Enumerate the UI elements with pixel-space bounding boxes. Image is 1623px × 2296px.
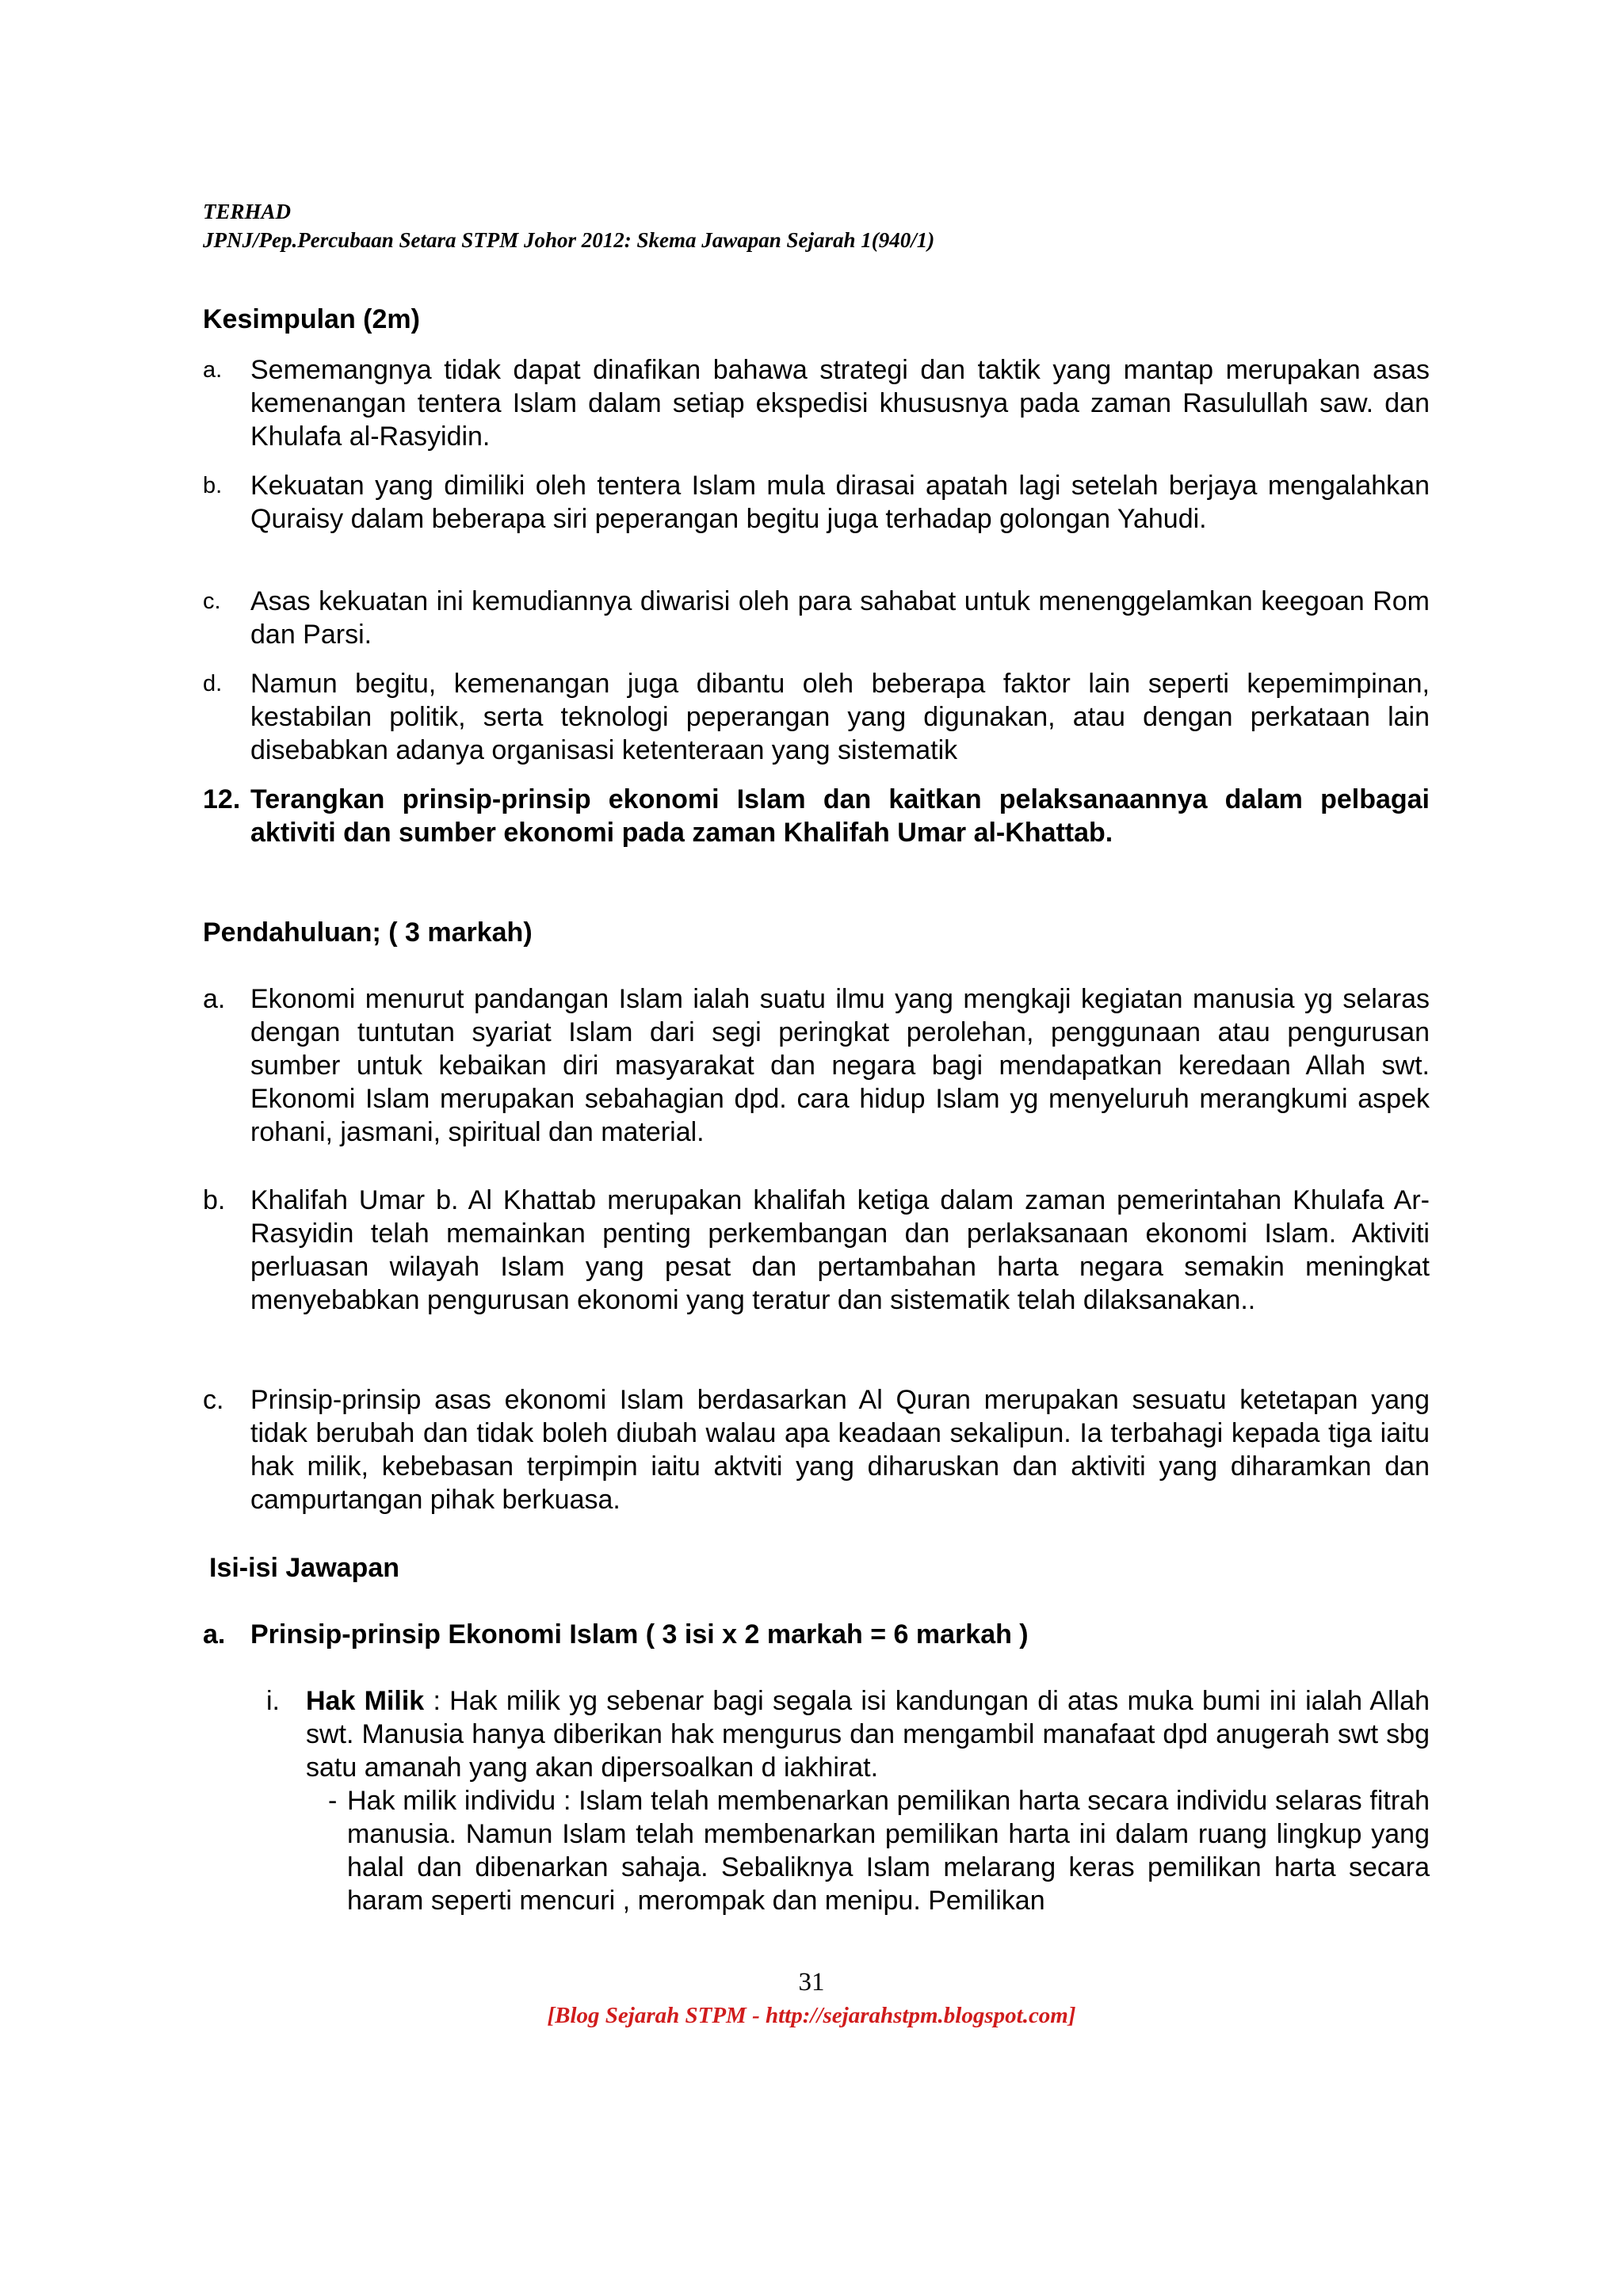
question-number: 12.	[203, 784, 241, 814]
list-marker: b.	[203, 473, 223, 498]
pendahuluan-item	[203, 1383, 1430, 1516]
blog-footer-link[interactable]: [Blog Sejarah STPM - http://sejarahstpm.blogspot.com]	[547, 2003, 1076, 2028]
pendahuluan-heading: Pendahuluan; ( 3 markah)	[203, 917, 533, 948]
question-12	[203, 783, 1430, 849]
list-marker: c.	[203, 1385, 224, 1415]
header-document-title: JPNJ/Pep.Percubaan Setara STPM Johor 2012: Skema Jawapan Sejarah 1(940/1)	[203, 228, 935, 252]
list-item-text: Kekuatan yang dimiliki oleh tentera Islam mula dirasai apatah lagi setelah berjaya mengalahkan Quraisy dalam beberapa siri peperangan begitu juga terhadap golongan Yahudi.	[250, 471, 1430, 534]
list-item-text: Prinsip-prinsip asas ekonomi Islam berdasarkan Al Quran merupakan sesuatu ketetapan yang tidak berubah dan tidak boleh diubah walau apa keadaan sekalipun. Ia terbahagi kepada tiga iaitu hak milik, kebebasan terpimpin iaitu aktviti yang diharuskan dan aktiviti yang diharamkan dan campurtangan pihak berkuasa.	[250, 1385, 1430, 1515]
roman-marker: i.	[266, 1686, 280, 1716]
hak-milik-point	[203, 1684, 1430, 1784]
list-item-text: Khalifah Umar b. Al Khattab merupakan khalifah ketiga dalam zaman pemerintahan Khulafa Ar-Rasyidin telah memainkan penting perkembangan dan perlaksanaan ekonomi Islam. Aktiviti perluasan wilayah Islam yang pesat dan pertambahan harta negara semakin meningkat menyebabkan pengurusan ekonomi yang teratur dan sistematik telah dilaksanakan..	[250, 1185, 1430, 1315]
header-restricted-label: TERHAD	[203, 200, 292, 223]
isi-heading: Isi-isi Jawapan	[209, 1553, 399, 1583]
list-marker: a.	[203, 984, 226, 1014]
kesimpulan-item	[203, 667, 1430, 767]
hak-milik-individu	[203, 1784, 1430, 1917]
point-title: Hak Milik	[306, 1686, 425, 1716]
list-item-text: Asas kekuatan ini kemudiannya diwarisi oleh para sahabat untuk menenggelamkan keegoan Rom dan Parsi.	[250, 586, 1430, 650]
list-marker: a.	[203, 1619, 226, 1650]
list-marker: d.	[203, 671, 223, 696]
question-text: Terangkan prinsip-prinsip ekonomi Islam dan kaitkan pelaksanaannya dalam pelbagai aktiviti dan sumber ekonomi pada zaman Khalifah Umar al-Khattab.	[250, 784, 1430, 848]
list-marker: a.	[203, 357, 223, 383]
kesimpulan-item	[203, 353, 1430, 453]
pendahuluan-item	[203, 1184, 1430, 1317]
dash-text: Hak milik individu : Islam telah membenarkan pemilikan harta secara individu selaras fitrah manusia. Namun Islam telah membenarkan pemilikan harta ini dalam ruang lingkup yang halal dan dibenarkan sahaja. Sebaliknya Islam melarang keras pemilikan harta secara haram seperti mencuri , merompak dan menipu. Pemilikan	[347, 1786, 1430, 1916]
isi-subheading	[203, 1618, 1430, 1651]
dash-marker: -	[328, 1786, 338, 1816]
list-item-text: Sememangnya tidak dapat dinafikan bahawa strategi dan taktik yang mantap merupakan asas kemenangan tentera Islam dalam setiap ekspedisi khususnya pada zaman Rasulullah saw. dan Khulafa al-Rasyidin.	[250, 355, 1430, 452]
list-marker: c.	[203, 589, 221, 614]
list-item-text: Ekonomi menurut pandangan Islam ialah suatu ilmu yang mengkaji kegiatan manusia yg selaras dengan tuntutan syariat Islam dari segi peringkat perolehan, penggunaan atau pengurusan sumber untuk kebaikan diri masyarakat dan negara bagi mendapatkan keredaan Allah swt. Ekonomi Islam merupakan sebahagian dpd. cara hidup Islam yg menyeluruh merangkumi aspek rohani, jasmani, spiritual dan material.	[250, 984, 1430, 1147]
page-number: 31	[798, 1968, 825, 1997]
point-body: : Hak milik yg sebenar bagi segala isi kandungan di atas muka bumi ini ialah Allah swt. Manusia hanya diberikan hak mengurus dan mengambil manafaat dpd anugerah swt sbg satu amanah yang akan dipersoalkan d iakhirat.	[306, 1686, 1430, 1783]
list-item-text: Namun begitu, kemenangan juga dibantu oleh beberapa faktor lain seperti kepemimpinan, kestabilan politik, serta teknologi peperangan yang digunakan, atau dengan perkataan lain disebabkan adanya organisasi ketenteraan yang sistematik	[250, 669, 1430, 765]
kesimpulan-item	[203, 585, 1430, 651]
kesimpulan-item	[203, 469, 1430, 536]
point-text	[306, 1684, 1430, 1784]
kesimpulan-heading: Kesimpulan (2m)	[203, 304, 420, 334]
subheading-text: Prinsip-prinsip Ekonomi Islam ( 3 isi x 2 markah = 6 markah )	[250, 1619, 1029, 1650]
list-marker: b.	[203, 1185, 226, 1215]
pendahuluan-item	[203, 982, 1430, 1149]
